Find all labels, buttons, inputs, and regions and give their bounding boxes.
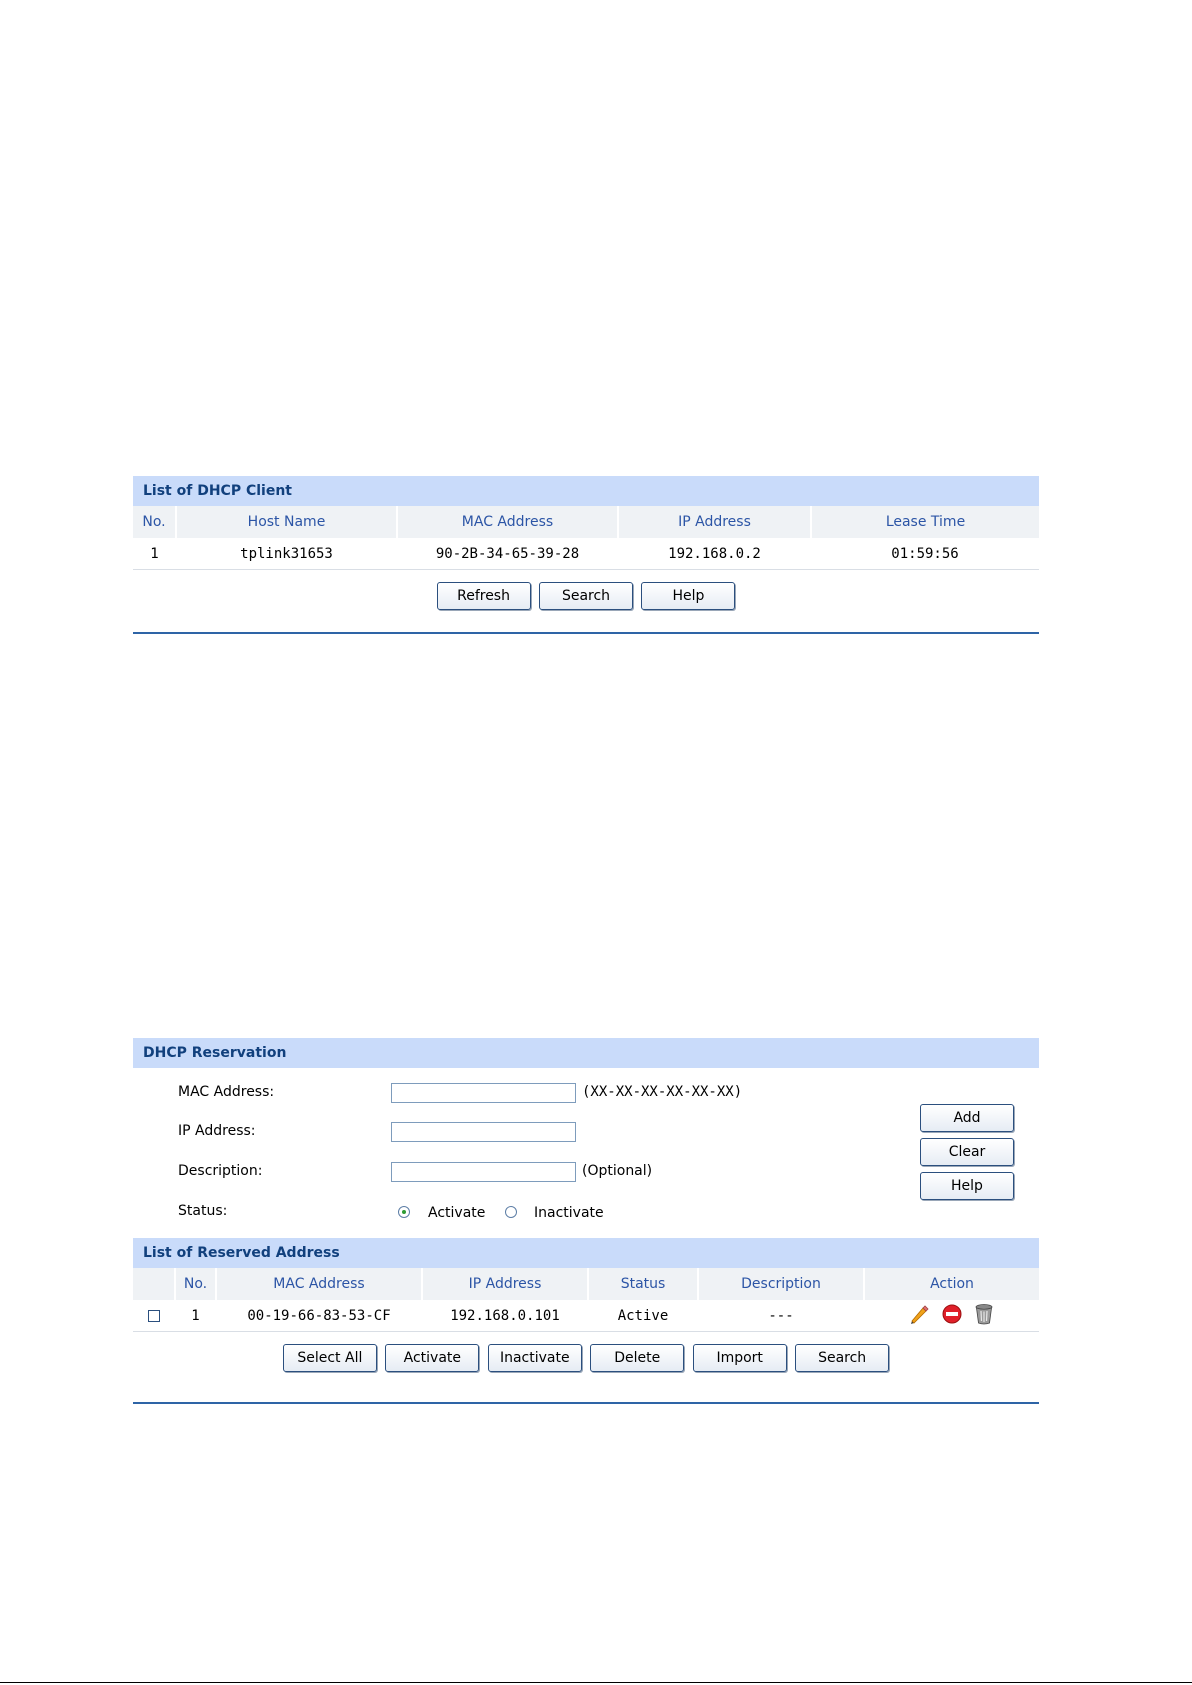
dhcp-client-table [133,506,1039,570]
divider [133,632,1039,634]
cell-select [133,1300,175,1332]
dhcp-reservation-title: DHCP Reservation [133,1038,1039,1068]
reservation-help-button[interactable]: Help [920,1172,1014,1200]
table-row [133,1300,1039,1332]
cell-ip-address: 192.168.0.2 [618,538,811,570]
table-header-row [133,1268,1039,1300]
optional-hint: (Optional) [582,1163,653,1179]
status-inactivate-label: Inactivate [534,1205,604,1221]
select-all-button[interactable]: Select All [283,1344,377,1372]
col-status: Status [588,1268,698,1300]
description-label: Description: [178,1163,263,1179]
row-checkbox[interactable] [148,1310,160,1322]
activate-button[interactable]: Activate [385,1344,479,1372]
reserved-search-button[interactable]: Search [795,1344,889,1372]
col-ip-address: IP Address [618,506,811,538]
cell-host-name: tplink31653 [176,538,397,570]
search-button[interactable]: Search [539,582,633,610]
mac-format-hint: (XX-XX-XX-XX-XX-XX) [582,1084,743,1100]
reserved-list-title: List of Reserved Address [133,1238,1039,1268]
refresh-button[interactable]: Refresh [437,582,531,610]
status-activate-radio[interactable] [398,1206,410,1218]
cell-description: --- [698,1300,864,1332]
reserved-address-table [133,1268,1039,1332]
reserved-button-row [133,1332,1039,1380]
inactivate-button[interactable]: Inactivate [488,1344,582,1372]
cell-ip-address: 192.168.0.101 [422,1300,588,1332]
description-input[interactable] [391,1162,576,1182]
add-button[interactable]: Add [920,1104,1014,1132]
client-button-row [133,570,1039,618]
delete-trash-icon[interactable] [973,1302,995,1330]
dhcp-client-panel [133,476,1039,634]
col-lease-time: Lease Time [811,506,1039,538]
col-host-name: Host Name [176,506,397,538]
mac-address-input[interactable] [391,1083,576,1103]
cell-mac-address: 90-2B-34-65-39-28 [397,538,618,570]
dhcp-reservation-panel [133,1038,1039,1404]
cell-no: 1 [175,1300,216,1332]
disable-icon[interactable] [941,1303,963,1329]
reservation-form [133,1068,1039,1238]
status-activate-label: Activate [428,1205,486,1221]
ip-address-label: IP Address: [178,1123,256,1139]
edit-pencil-icon[interactable] [908,1303,930,1329]
col-select [133,1268,175,1300]
delete-button[interactable]: Delete [590,1344,684,1372]
cell-action [864,1300,1039,1332]
table-header-row [133,506,1039,538]
ip-address-input[interactable] [391,1122,576,1142]
import-button[interactable]: Import [693,1344,787,1372]
dhcp-client-title: List of DHCP Client [133,476,1039,506]
table-row [133,538,1039,570]
col-description: Description [698,1268,864,1300]
col-mac-address: MAC Address [216,1268,422,1300]
mac-address-label: MAC Address: [178,1084,275,1100]
col-mac-address: MAC Address [397,506,618,538]
status-inactivate-radio[interactable] [505,1206,517,1218]
page-footer-rule [0,1682,1192,1683]
col-no: No. [133,506,176,538]
clear-button[interactable]: Clear [920,1138,1014,1166]
status-label: Status: [178,1203,228,1219]
col-action: Action [864,1268,1039,1300]
col-no: No. [175,1268,216,1300]
cell-no: 1 [133,538,176,570]
help-button[interactable]: Help [641,582,735,610]
cell-mac-address: 00-19-66-83-53-CF [216,1300,422,1332]
col-ip-address: IP Address [422,1268,588,1300]
cell-status: Active [588,1300,698,1332]
cell-lease-time: 01:59:56 [811,538,1039,570]
divider [133,1402,1039,1404]
